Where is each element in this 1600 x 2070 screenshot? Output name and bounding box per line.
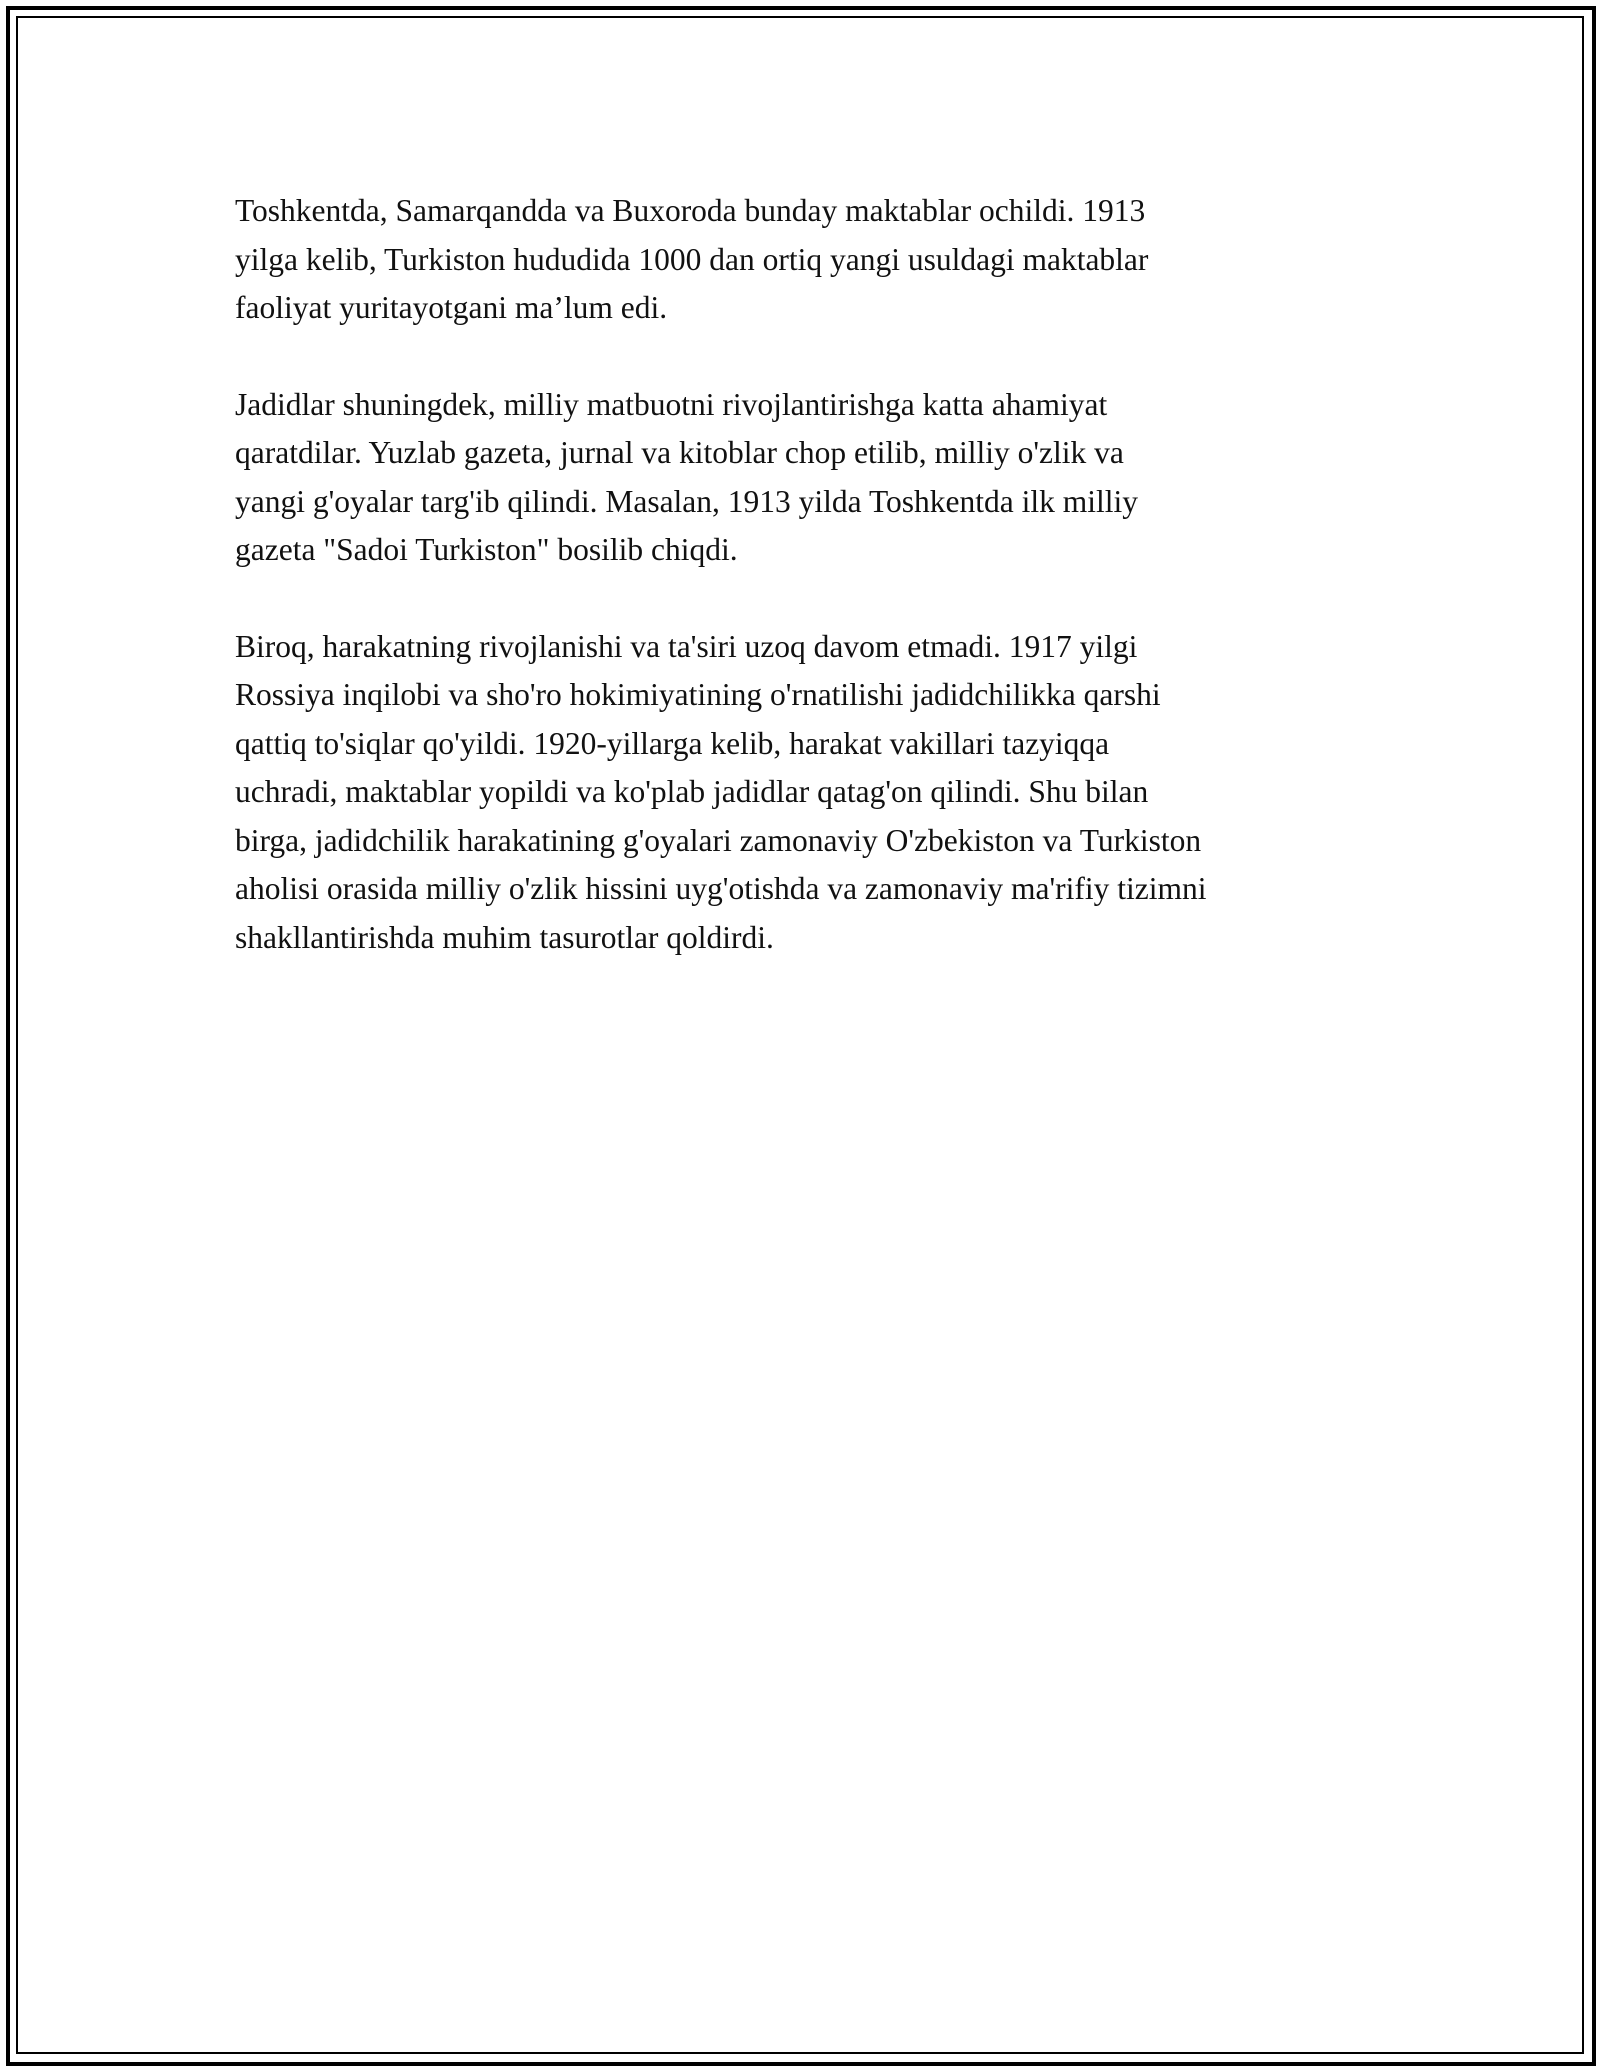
text-line: Toshkentda, Samarqandda va Buxoroda bunday maktablar ochildi. 1913 — [235, 193, 1146, 228]
paragraph-press — [235, 381, 1375, 575]
text-line: Jadidlar shuningdek, milliy matbuotni rivojlantirishga katta ahamiyat — [235, 386, 1108, 422]
text-line: faoliyat yuritayotgani ma’lum edi. — [235, 290, 668, 325]
text-line: gazeta "Sadoi Turkiston" bosilib chiqdi. — [235, 532, 738, 567]
text-line: qaratdilar. Yuzlab gazeta, jurnal va kitoblar chop etilib, milliy o'zlik va — [235, 435, 1124, 470]
text-line: aholisi orasida milliy o'zlik hissini uyg'otishda va zamonaviy ma'rifiy tizimni — [235, 871, 1207, 906]
text-line: uchradi, maktablar yopildi va ko'plab jadidlar qatag'on qilindi. Shu bilan — [235, 774, 1149, 809]
text-line: yilga kelib, Turkiston hududida 1000 dan ortiq yangi usuldagi maktablar — [235, 241, 1149, 277]
paragraph-decline — [235, 623, 1375, 963]
text-line: qattiq to'siqlar qo'yildi. 1920-yillarga kelib, harakat vakillari tazyiqqa — [235, 725, 1110, 761]
text-line: shakllantirishda muhim tasurotlar qoldirdi. — [235, 919, 774, 955]
text-line: birga, jadidchilik harakatining g'oyalari zamonaviy O'zbekiston va Turkiston — [235, 822, 1202, 858]
text-line: Rossiya inqilobi va sho'ro hokimiyatining o'rnatilishi jadidchilikka qarshi — [235, 677, 1161, 712]
paragraph-schools — [235, 187, 1375, 333]
text-line: Biroq, harakatning rivojlanishi va ta'siri uzoq davom etmadi. 1917 yilgi — [235, 628, 1138, 664]
text-line: yangi g'oyalar targ'ib qilindi. Masalan, 1913 yilda Toshkentda ilk milliy — [235, 483, 1138, 519]
document-body — [235, 187, 1375, 1010]
